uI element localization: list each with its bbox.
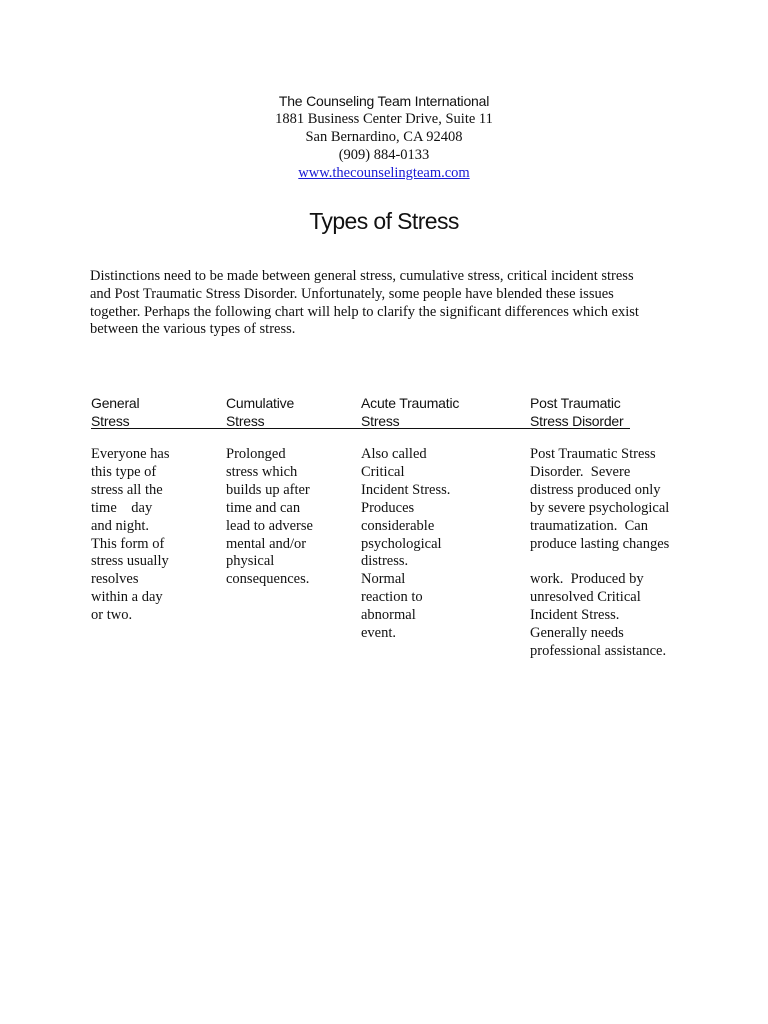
- intro-line: between the various types of stress.: [90, 321, 296, 338]
- address-line-2: San Bernardino, CA 92408: [305, 129, 463, 145]
- cell-line: stress usually: [91, 553, 169, 570]
- website-link[interactable]: www.thecounselingteam.com: [298, 165, 470, 181]
- cell-line: traumatization. Can: [530, 517, 648, 534]
- intro-line: and Post Traumatic Stress Disorder. Unfortunately, some people have blended these issues: [90, 285, 614, 302]
- cell-line: stress all the: [91, 481, 163, 498]
- letterhead: [0, 92, 768, 182]
- cell-line: this type of: [91, 463, 157, 480]
- cell-line: psychological: [361, 535, 442, 552]
- phone-number: (909) 884-0133: [338, 147, 430, 163]
- cell-line: distress.: [361, 553, 409, 570]
- cell-line: Incident Stress.: [361, 481, 451, 498]
- cell-line: Post Traumatic Stress: [530, 446, 656, 462]
- cell-line: Prolonged: [226, 446, 286, 462]
- cell-line: and night.: [91, 517, 149, 534]
- cell-line: within a day: [91, 589, 163, 606]
- heading-line: General: [91, 395, 140, 411]
- cell-line: builds up after: [226, 481, 310, 498]
- heading-line: Stress: [226, 413, 265, 429]
- cell-line: Also called: [361, 446, 427, 462]
- cell-line: produce lasting changes: [530, 535, 670, 552]
- heading-line: Stress Disorder: [530, 413, 624, 429]
- heading-line: Stress: [361, 413, 400, 429]
- intro-line: together. Perhaps the following chart will help to clarify the significant differences which exist: [90, 303, 639, 320]
- cell-line: Generally needs: [530, 625, 624, 642]
- column-heading-acute-traumatic-stress: [361, 394, 521, 430]
- heading-divider: [91, 428, 630, 429]
- heading-line: Post Traumatic: [530, 395, 621, 411]
- cell-line: resolves: [91, 571, 139, 588]
- column-text-acute-traumatic-stress: [361, 446, 521, 643]
- cell-line: by severe psychological: [530, 499, 670, 516]
- cell-line: distress produced only: [530, 481, 661, 498]
- cell-line: abnormal: [361, 607, 416, 624]
- column-heading-cumulative-stress: [226, 394, 351, 430]
- heading-line: Cumulative: [226, 395, 295, 411]
- cell-line: event.: [361, 625, 397, 642]
- column-text-ptsd: [530, 446, 730, 661]
- cell-line: professional assistance.: [530, 642, 667, 659]
- cell-line: Disorder. Severe: [530, 463, 631, 480]
- cell-line: or two.: [91, 607, 133, 624]
- column-text-general-stress: [91, 446, 216, 625]
- intro-paragraph: [90, 268, 690, 339]
- cell-line: physical: [226, 553, 275, 570]
- cell-line: consequences.: [226, 571, 310, 588]
- cell-line: This form of: [91, 535, 165, 552]
- cell-line: unresolved Critical: [530, 589, 641, 606]
- intro-line: Distinctions need to be made between general stress, cumulative stress, critical incident stress: [90, 268, 634, 284]
- column-heading-general-stress: [91, 394, 216, 430]
- cell-line: Produces: [361, 499, 415, 516]
- cell-line: time day: [91, 499, 153, 516]
- column-text-cumulative-stress: [226, 446, 351, 589]
- cell-line: reaction to: [361, 589, 423, 606]
- cell-line: Critical: [361, 463, 405, 480]
- cell-line: time and can: [226, 499, 301, 516]
- cell-line: Everyone has: [91, 446, 170, 462]
- cell-line: lead to adverse: [226, 517, 313, 534]
- heading-line: Stress: [91, 413, 130, 429]
- heading-line: Acute Traumatic: [361, 395, 460, 411]
- cell-line: work. Produced by: [530, 571, 644, 588]
- cell-line: considerable: [361, 517, 435, 534]
- column-heading-ptsd: [530, 394, 730, 430]
- organization-name: The Counseling Team International: [278, 93, 490, 109]
- cell-line: stress which: [226, 463, 298, 480]
- cell-line: Normal: [361, 571, 406, 588]
- page-title: Types of Stress: [309, 208, 459, 234]
- address-line-1: 1881 Business Center Drive, Suite 11: [275, 111, 493, 127]
- cell-line: Incident Stress.: [530, 607, 620, 624]
- cell-line: mental and/or: [226, 535, 307, 552]
- cell-line-blank: [530, 553, 730, 571]
